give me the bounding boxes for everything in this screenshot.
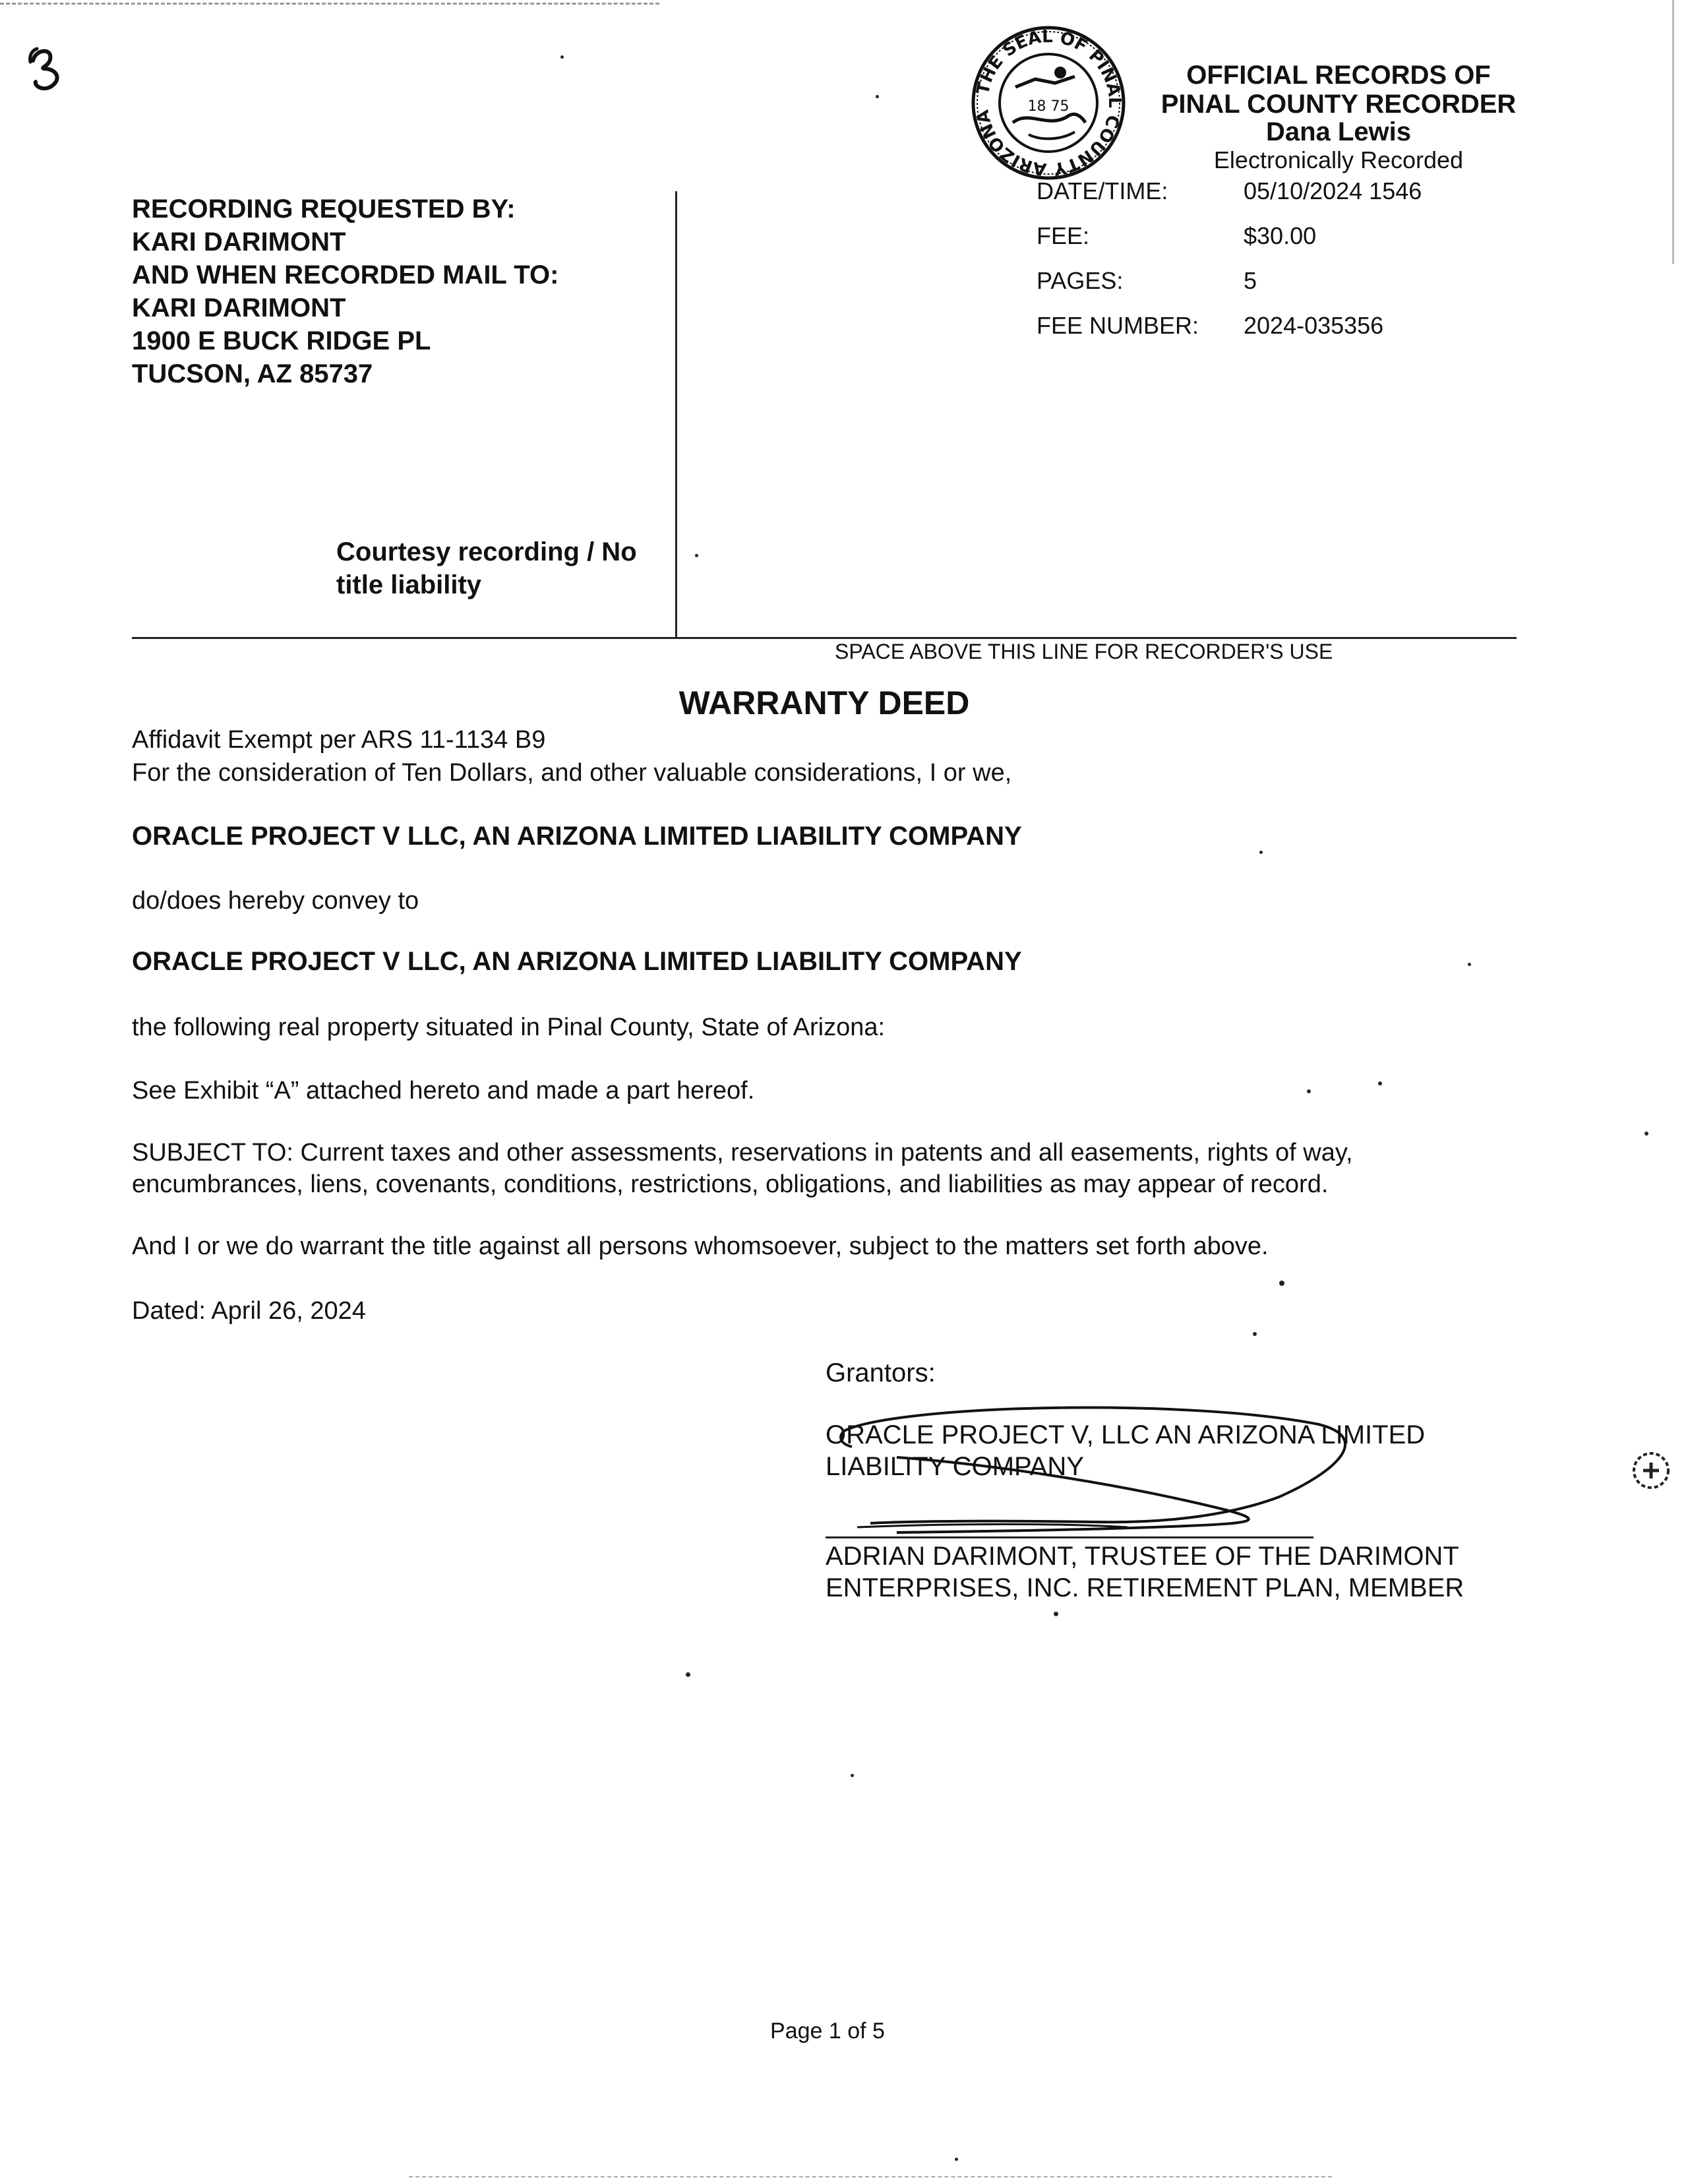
recording-status: Electronically Recorded	[1213, 146, 1464, 173]
scan-speck	[1259, 851, 1263, 854]
svg-text:18 75: 18 75	[1027, 98, 1070, 115]
scan-speck	[1253, 1332, 1257, 1336]
courtesy-recording-note	[336, 535, 666, 601]
grantors-label: Grantors:	[826, 1358, 936, 1387]
deed-title-text: WARRANTY DEED	[678, 684, 970, 721]
courtesy-line2: title liability	[336, 570, 482, 599]
scan-speck	[955, 2158, 958, 2161]
recorder-title-line2: PINAL COUNTY RECORDER	[1160, 90, 1517, 119]
scan-speck	[876, 95, 879, 98]
margin-stamp-icon	[1625, 1444, 1677, 1497]
dated-line: Dated: April 26, 2024	[132, 1297, 366, 1325]
meta-label-datetime: DATE/TIME:	[1037, 177, 1168, 204]
signer-line1: ADRIAN DARIMONT, TRUSTEE OF THE DARIMONT	[826, 1542, 1459, 1571]
scan-speck	[560, 55, 564, 59]
convey-clause: do/does hereby convey to	[132, 887, 419, 915]
mail-to-street: 1900 E BUCK RIDGE PL	[132, 326, 431, 355]
meta-value-fee-number: 2024-035356	[1244, 312, 1384, 339]
handwritten-signature	[818, 1391, 1398, 1550]
recorder-header	[1108, 61, 1569, 175]
grantor-entity-line1: ORACLE PROJECT V, LLC AN ARIZONA LIMITED	[826, 1420, 1426, 1449]
subject-to-line1: SUBJECT TO: Current taxes and other assessments, reservations in patents and all easements, rights of way,	[132, 1139, 1353, 1167]
handwritten-page-mark	[24, 42, 76, 95]
meta-value-pages: 5	[1244, 267, 1257, 294]
warrant-clause: And I or we do warrant the title against all persons whomsoever, subject to the matters set forth above.	[132, 1232, 1269, 1260]
property-clause: the following real property situated in Pinal County, State of Arizona:	[132, 1014, 886, 1041]
scan-speck	[851, 1774, 854, 1777]
scan-speck	[686, 1672, 690, 1677]
meta-label-fee: FEE:	[1037, 222, 1090, 249]
mail-to-city: TUCSON, AZ 85737	[132, 359, 373, 388]
signature-line	[826, 1536, 1313, 1538]
meta-label-pages: PAGES:	[1037, 267, 1124, 294]
grantor-entity-line2: LIABILITY COMPANY	[826, 1452, 1084, 1481]
affidavit-exemption: Affidavit Exempt per ARS 11-1134 B9	[132, 726, 546, 754]
grantee-name: ORACLE PROJECT V LLC, AN ARIZONA LIMITED LIABILITY COMPANY	[132, 947, 1022, 976]
scan-right-edge	[1672, 0, 1674, 264]
scan-speck	[1378, 1081, 1382, 1085]
meta-label-fee-number: FEE NUMBER:	[1037, 312, 1199, 339]
scan-top-edge	[0, 3, 659, 5]
subject-to-line2: encumbrances, liens, covenants, conditions, restrictions, obligations, and liabilities as may appear of record.	[132, 1170, 1329, 1198]
deed-title	[0, 683, 1648, 723]
mail-to-heading: AND WHEN RECORDED MAIL TO:	[132, 260, 559, 289]
signer-line2: ENTERPRISES, INC. RETIREMENT PLAN, MEMBER	[826, 1573, 1464, 1602]
exhibit-clause: See Exhibit “A” attached hereto and made a part hereof.	[132, 1077, 755, 1105]
scan-speck	[1279, 1281, 1284, 1286]
scan-speck	[1307, 1089, 1311, 1093]
svg-text:THE SEAL OF PINAL COUNTY ARIZO: THE SEAL OF PINAL COUNTY ARIZONA	[973, 26, 1125, 179]
scan-speck	[1054, 1612, 1058, 1616]
page-number: Page 1 of 5	[770, 2018, 885, 2044]
mail-to-name: KARI DARIMONT	[132, 293, 346, 322]
requested-by-name: KARI DARIMONT	[132, 228, 346, 257]
header-vertical-divider	[675, 191, 677, 637]
meta-value-datetime: 05/10/2024 1546	[1244, 177, 1422, 204]
grantor-name: ORACLE PROJECT V LLC, AN ARIZONA LIMITED LIABILITY COMPANY	[132, 822, 1022, 851]
county-seal-icon	[969, 24, 1128, 182]
requested-by-heading: RECORDING REQUESTED BY:	[132, 195, 516, 224]
scan-speck	[1644, 1132, 1648, 1136]
scan-bottom-edge	[409, 2176, 1332, 2177]
recorder-name: Dana Lewis	[1265, 117, 1412, 146]
courtesy-line1: Courtesy recording / No	[336, 537, 637, 566]
scan-speck	[695, 554, 698, 557]
space-above-note: SPACE ABOVE THIS LINE FOR RECORDER'S USE	[835, 640, 1333, 663]
recorder-use-divider	[132, 637, 1517, 639]
consideration-clause: For the consideration of Ten Dollars, and other valuable considerations, I or we,	[132, 759, 1012, 787]
meta-value-fee: $30.00	[1244, 222, 1317, 249]
scan-speck	[1468, 963, 1471, 966]
recording-requested-block	[132, 193, 673, 390]
recorder-title-line1: OFFICIAL RECORDS OF	[1186, 61, 1491, 90]
